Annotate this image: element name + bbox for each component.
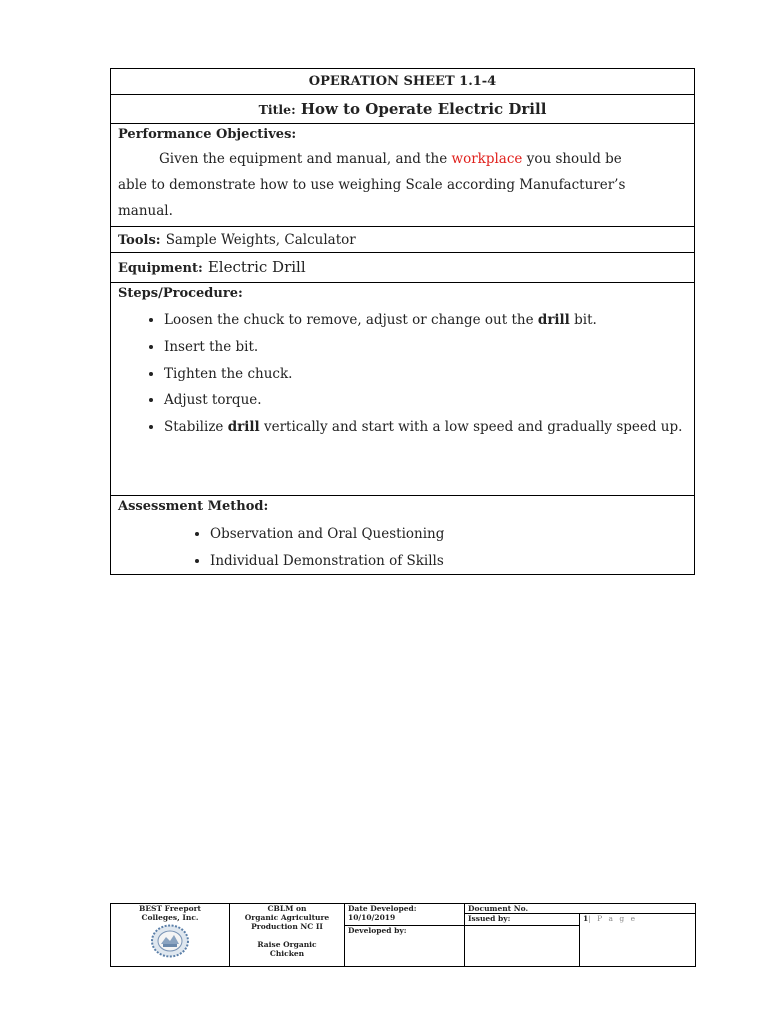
page-number-cell bbox=[580, 914, 696, 967]
assessment-heading: Assessment Method: bbox=[118, 499, 269, 514]
cblm-text: Organic Agriculture bbox=[244, 913, 330, 922]
step-item: • Tighten the chuck. bbox=[164, 361, 687, 388]
date-label: Date Developed: bbox=[348, 904, 417, 913]
step-item: • Loosen the chuck to remove, adjust or change out the drill bit. bbox=[164, 307, 687, 334]
operation-sheet bbox=[110, 68, 695, 575]
document-footer bbox=[110, 903, 696, 967]
institution-name: BEST Freeport bbox=[138, 904, 201, 913]
equipment-row bbox=[111, 253, 695, 283]
issued-by-value bbox=[465, 926, 580, 967]
steps-heading: Steps/Procedure: bbox=[118, 286, 243, 301]
document-no: Document No. bbox=[465, 904, 696, 914]
objectives-line-1 bbox=[118, 146, 687, 172]
cblm-text: Production NC II bbox=[251, 922, 323, 931]
college-seal-logo bbox=[150, 924, 190, 958]
tools-label: Tools: bbox=[118, 233, 161, 248]
date-developed-cell bbox=[345, 904, 465, 926]
equipment-value: Electric Drill bbox=[207, 258, 306, 276]
step-item: • Insert the bit. bbox=[164, 334, 687, 361]
title-value: How to Operate Electric Drill bbox=[300, 100, 547, 118]
sheet-title bbox=[111, 95, 695, 124]
tools-row bbox=[111, 227, 695, 253]
developed-by: Developed by: bbox=[345, 926, 465, 967]
equipment-label: Equipment: bbox=[118, 261, 203, 276]
performance-objectives bbox=[111, 124, 695, 227]
institution-name: Colleges, Inc. bbox=[141, 913, 199, 922]
institution-cell bbox=[111, 904, 230, 967]
title-label: Title: bbox=[258, 102, 296, 117]
tools-value: Sample Weights, Calculator bbox=[165, 232, 356, 248]
module-text: Chicken bbox=[269, 949, 305, 958]
date-value: 10/10/2019 bbox=[348, 913, 396, 922]
issued-by: Issued by: bbox=[465, 914, 580, 926]
objectives-text: you should be bbox=[522, 151, 622, 167]
assessment-list bbox=[118, 521, 687, 574]
steps-list bbox=[118, 307, 687, 441]
step-item: • Stabilize drill vertically and start with a low speed and gradually speed up. bbox=[164, 414, 687, 441]
step-item: • Adjust torque. bbox=[164, 387, 687, 414]
objectives-line-2: able to demonstrate how to use weighing Scale according Manufacturer’s bbox=[118, 177, 626, 193]
assessment-method bbox=[111, 496, 695, 575]
sheet-number: OPERATION SHEET 1.1-4 bbox=[111, 69, 695, 95]
cblm-cell bbox=[230, 904, 345, 967]
cblm-text: CBLM on bbox=[267, 904, 307, 913]
objectives-line-3: manual. bbox=[118, 203, 173, 219]
module-text: Raise Organic bbox=[257, 940, 317, 949]
steps-procedure bbox=[111, 283, 695, 496]
objectives-text: Given the equipment and manual, and the bbox=[159, 151, 452, 167]
workplace-highlight: workplace bbox=[451, 151, 523, 167]
objectives-heading: Performance Objectives: bbox=[118, 127, 297, 142]
page-number: 1| P a g e bbox=[583, 914, 638, 923]
assessment-item: • Individual Demonstration of Skills bbox=[210, 548, 687, 575]
assessment-item: • Observation and Oral Questioning bbox=[210, 521, 687, 548]
